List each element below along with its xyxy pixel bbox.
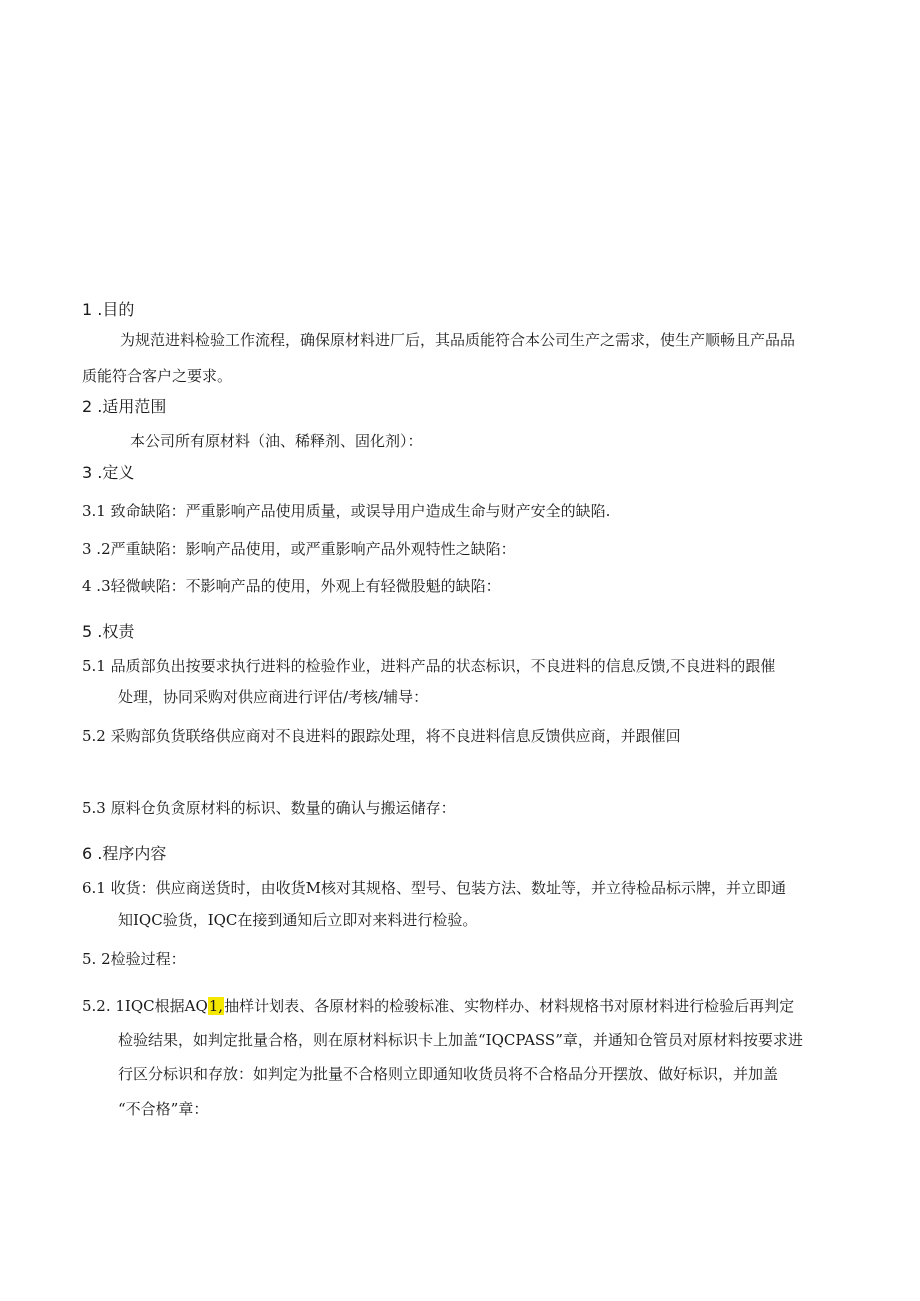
section-6-1-line-2: 知IQC验货，IQC在接到通知后立即对来料进行检验。: [118, 911, 478, 929]
section-2-paragraph: 本公司所有原材料（油、稀释剂、固化剂）：: [130, 432, 423, 450]
section-6-2-1-line-2: 检验结果，如判定批量合格，则在原材料标识卡上加盖“IQCPASS”章，并通知仓管员对原材料按要求进: [118, 1031, 803, 1049]
text-run: 抽样计划表、各原材料的检骏标准、实物样办、材料规格书对原材料进行检验后再判定: [224, 997, 795, 1015]
section-3-3: 4 .3轻微峡陷：不影响产品的使用，外观上有轻微股魁的缺陷：: [82, 577, 501, 595]
section-6-2-1-line-1: [82, 996, 794, 1016]
section-6-heading: 6 .程序内容: [82, 844, 167, 863]
section-5-3: 5.3 原料仓负贪原材料的标识、数量的确认与搬运储存：: [82, 799, 456, 817]
section-1-paragraph-line-1: 为规范进料检验工作流程，确保原材料进厂后，其品质能符合本公司生产之需求，使生产顺畅且产品品: [120, 331, 796, 349]
section-5-1-line-1: 5.1 品质部负出按要求执行进料的检验作业，进料产品的状态标识，不良进料的信息反馈,不良进料的跟催: [82, 657, 776, 675]
section-3-2: 3 .2严重缺陷：影响产品使用，或严重影响产品外观特性之缺陷：: [82, 540, 516, 558]
section-5-heading: 5 .权责: [82, 622, 135, 641]
text-run: 5.2. 1IQC根据AQ: [82, 997, 208, 1015]
section-5-1-line-2: 处理，协同采购对供应商进行评估/考核/辅导：: [118, 688, 429, 706]
section-1-heading: 1 .目的: [82, 300, 135, 319]
section-2-heading: 2 .适用范围: [82, 397, 167, 416]
section-5-2: 5.2 采购部负货联络供应商对不良进料的跟踪处理，将不良进料信息反馈供应商，并跟催回: [82, 727, 681, 745]
section-6-2-1-line-3: 行区分标识和存放：如判定为批量不合格则立即通知收货员将不合格品分开摆放、做好标识，并加盖: [118, 1065, 779, 1083]
section-6-2: 5. 2检验过程：: [82, 950, 186, 968]
section-3-heading: 3 .定义: [82, 463, 135, 482]
section-6-1-line-1: 6.1 收货：供应商送货时，由收货M核对其规格、型号、包装方法、数址等，并立待检品标示牌，并立即通: [82, 879, 786, 897]
highlighted-text: 1,: [208, 997, 224, 1015]
section-3-1: 3.1 致命缺陷：严重影响产品使用质量，或误导用户造成生命与财产安全的缺陷.: [82, 502, 611, 520]
section-1-paragraph-line-2: 质能符合客户之要求。: [82, 367, 233, 385]
section-6-2-1-line-4: “不合格”章：: [118, 1100, 209, 1118]
